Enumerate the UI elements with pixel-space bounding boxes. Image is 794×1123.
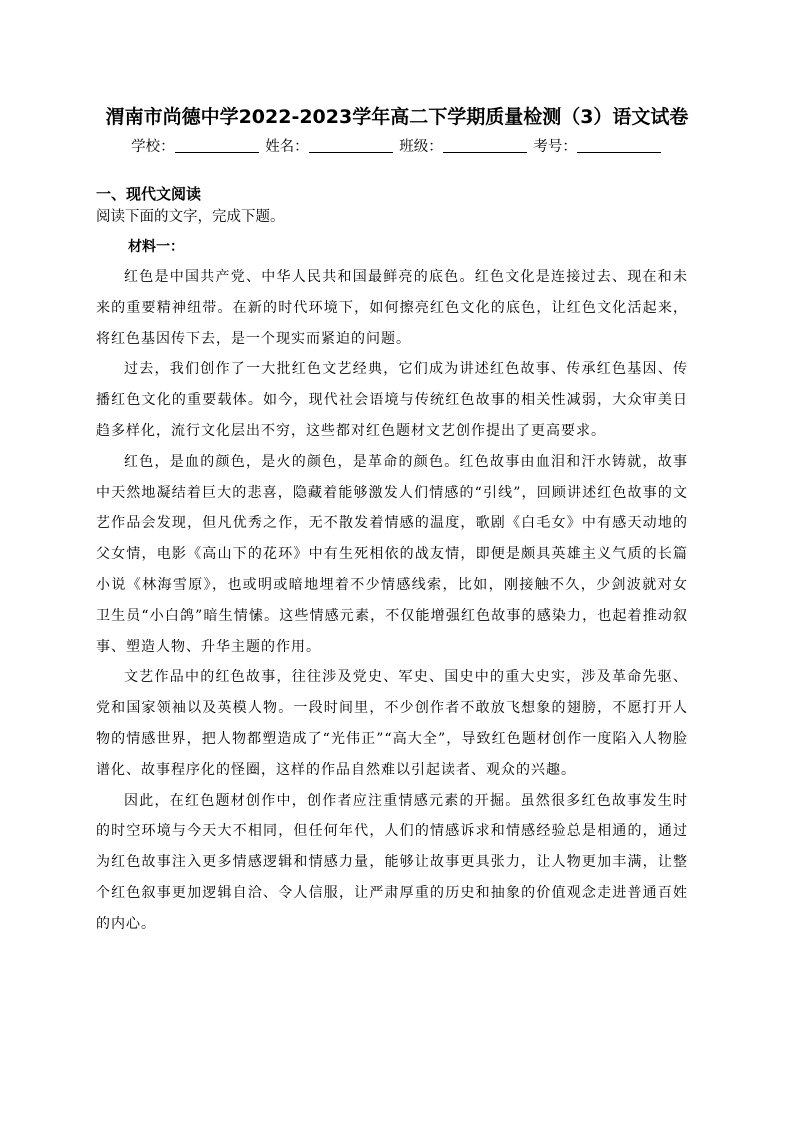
name-blank[interactable] [309, 138, 393, 153]
passage-paragraph-2: 过去，我们创作了一大批红色文艺经典，它们成为讲述红色故事、传承红色基因、传播红色文化的重要载体。如今，现代社会语境与传统红色故事的相关性减弱，大众审美日趋多样化，流行文化层出不穷，这些都对红色题材文艺创作提出了更高要求。 [96, 361, 688, 439]
reading-passage [96, 262, 688, 940]
exam-title: 渭南市尚德中学2022-2023学年高二下学期质量检测（3）语文试卷 [105, 106, 689, 128]
passage-paragraph-4: 文艺作品中的红色故事，往往涉及党史、军史、国史中的重大史实，涉及革命先驱、党和国家领袖以及英模人物。一段时间里，不少创作者不敢放飞想象的翅膀，不愿打开人物的情感世界，把人物都塑造成了“光伟正”“高大全”，导致红色题材创作一度陷入人物脸谱化、故事程序化的怪圈，这样的作品自然难以引起读者、观众的兴趣。 [96, 669, 688, 778]
passage-paragraph-5: 因此，在红色题材创作中，创作者应注重情感元素的开掘。虽然很多红色故事发生时的时空环境与今天大不相同，但任何年代，人们的情感诉求和情感经验总是相通的，通过为红色故事注入更多情感逻辑和情感力量，能够让故事更具张力，让人物更加丰满，让整个红色叙事更加逻辑自洽、令人信服，让严肃厚重的历史和抽象的价值观念走进普通百姓的内心。 [96, 792, 688, 932]
student-info-line [0, 135, 794, 156]
school-blank[interactable] [175, 138, 259, 153]
exam-number-label: 考号： [533, 139, 577, 155]
passage-paragraph-3: 红色，是血的颜色，是火的颜色，是革命的颜色。红色故事由血泪和汗水铸就，故事中天然地凝结着巨大的悲喜，隐藏着能够激发人们情感的“引线”，回顾讲述红色故事的文艺作品会发现，但凡优秀之作，无不散发着情感的温度，歌剧《白毛女》中有感天动地的父女情，电影《高山下的花环》中有生死相依的战友情，即便是颇具英雄主义气质的长篇小说《林海雪原》，也或明或暗地埋着不少情感线索，比如，刚接触不久，少剑波就对女卫生员“小白鸽”暗生情愫。这些情感元素，不仅能增强红色故事的感染力，也起着推动叙事、塑造人物、升华主题的作用。 [96, 453, 688, 655]
school-label: 学校： [131, 139, 175, 155]
name-label: 姓名： [265, 139, 309, 155]
exam-number-blank[interactable] [577, 138, 661, 153]
section-instruction: 阅读下面的文字，完成下题。 [96, 209, 285, 225]
section-heading: 一、现代文阅读 [96, 185, 202, 203]
passage-paragraph-1: 红色是中国共产党、中华人民共和国最鲜亮的底色。红色文化是连接过去、现在和未来的重要精神纽带。在新的时代环境下，如何擦亮红色文化的底色，让红色文化活起来，将红色基因传下去，是一个现实而紧迫的问题。 [96, 269, 688, 347]
class-blank[interactable] [443, 138, 527, 153]
class-label: 班级： [399, 139, 443, 155]
material-label: 材料一： [128, 239, 184, 255]
